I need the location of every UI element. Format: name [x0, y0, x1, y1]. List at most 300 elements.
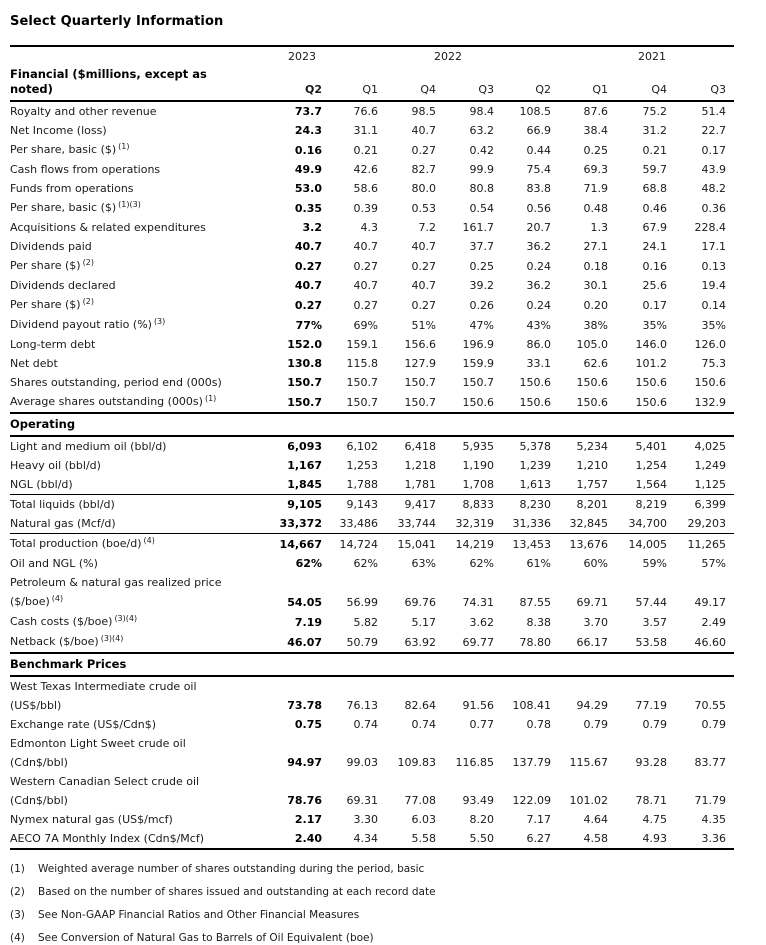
value-cell: 130.8: [287, 357, 322, 370]
value-cell: 63.92: [404, 636, 436, 649]
footnote-reference: (3)(4): [100, 634, 124, 643]
value-cell: 5.82: [353, 616, 378, 629]
quarter-header-q4-2022: Q4: [378, 67, 436, 101]
value-cell: 82.64: [404, 699, 436, 712]
value-cell: 115.8: [346, 357, 378, 370]
value-cell: 0.17: [642, 299, 667, 312]
value-cell: 5.58: [411, 832, 436, 845]
value-cell: 5,378: [519, 440, 551, 453]
quarter-header-q3-2022: Q3: [436, 67, 494, 101]
table-row-aeco-7a-monthly-index-cdn-mcf: [10, 829, 734, 849]
year-label-2023: 2023: [288, 50, 316, 63]
value-cell: 1,249: [694, 459, 726, 472]
value-cell: 57.44: [635, 596, 667, 609]
value-cell: 75.4: [526, 163, 551, 176]
value-cell: 0.79: [642, 718, 667, 731]
row-label: Net Income (loss): [10, 124, 107, 137]
value-cell: 150.6: [462, 396, 494, 409]
value-cell: 35%: [642, 319, 667, 332]
value-cell: 71.79: [694, 794, 726, 807]
footnote-2: [10, 886, 756, 899]
table-row-average-shares-outstanding-000s: [10, 392, 734, 413]
table-row-netback-boe: [10, 632, 734, 653]
value-cell: 126.0: [694, 338, 726, 351]
value-cell: 35%: [701, 319, 726, 332]
value-cell: 0.53: [411, 202, 436, 215]
value-cell: 75.2: [642, 105, 667, 118]
table-body: [10, 101, 734, 849]
value-cell: 132.9: [694, 396, 726, 409]
value-cell: 33,486: [322, 514, 378, 534]
value-cell: 101.2: [635, 357, 667, 370]
footnote-reference: (2): [82, 258, 94, 267]
value-cell: 3.2: [302, 221, 322, 234]
value-cell: 66.17: [576, 636, 608, 649]
row-label: Shares outstanding, period end (000s): [10, 376, 222, 389]
value-cell: 33,744: [378, 514, 436, 534]
value-cell: 228.4: [694, 221, 726, 234]
value-cell: 33.1: [526, 357, 551, 370]
value-cell: 62.6: [583, 357, 608, 370]
value-cell: 0.24: [526, 260, 551, 273]
quarter-header-q1-2023: Q1: [322, 67, 378, 101]
section-row-operating: [10, 413, 734, 436]
table-row-western-canadian-select-crude-oil: [10, 772, 734, 810]
financial-section-header: [10, 67, 270, 101]
value-cell: 87.6: [583, 105, 608, 118]
value-cell: 30.1: [583, 279, 608, 292]
value-cell: 24.3: [294, 124, 322, 137]
value-cell: 77.19: [635, 699, 667, 712]
row-label: Average shares outstanding (000s) $^{(1)}$: [10, 394, 217, 408]
value-cell: 1,190: [462, 459, 494, 472]
value-cell: 36.2: [526, 240, 551, 253]
row-label: NGL (bbl/d): [10, 475, 270, 495]
value-cell: 2.40: [294, 832, 322, 845]
row-label: Dividends declared: [10, 279, 116, 292]
value-cell: 70.55: [694, 699, 726, 712]
value-cell: 34,700: [608, 514, 667, 534]
row-label: Heavy oil (bbl/d): [10, 459, 101, 472]
value-cell: 69.71: [576, 596, 608, 609]
value-cell: 4.64: [583, 813, 608, 826]
value-cell: 78.71: [635, 794, 667, 807]
value-cell: 40.7: [353, 240, 378, 253]
table-row-net-debt: [10, 354, 734, 373]
row-label: Acquisitions & related expenditures: [10, 221, 206, 234]
quarter-header-q4-2021: Q4: [608, 67, 667, 101]
value-cell: 4.3: [360, 221, 378, 234]
value-cell: 33,372: [270, 514, 322, 534]
value-cell: 6.03: [411, 813, 436, 826]
table-row-per-share-basic: [10, 140, 734, 160]
value-cell: 76.13: [346, 699, 378, 712]
value-cell: 0.26: [469, 299, 494, 312]
value-cell: 0.77: [469, 718, 494, 731]
value-cell: 1,788: [322, 475, 378, 495]
value-cell: 77.08: [404, 794, 436, 807]
value-cell: 69.31: [346, 794, 378, 807]
value-cell: 40.7: [294, 279, 322, 292]
value-cell: 62%: [295, 557, 322, 570]
value-cell: 0.27: [411, 299, 436, 312]
value-cell: 69.77: [462, 636, 494, 649]
value-cell: 57%: [701, 557, 726, 570]
year-header-row: [10, 46, 734, 67]
row-label: Per share ($) $^{(2)}$: [10, 258, 94, 272]
value-cell: 75.3: [701, 357, 726, 370]
value-cell: 56.99: [346, 596, 378, 609]
value-cell: 99.03: [346, 756, 378, 769]
value-cell: 3.70: [583, 616, 608, 629]
value-cell: 82.7: [411, 163, 436, 176]
value-cell: 77%: [295, 319, 322, 332]
section-row-benchmark-prices: [10, 653, 734, 676]
value-cell: 31.1: [353, 124, 378, 137]
value-cell: 59%: [642, 557, 667, 570]
value-cell: 83.77: [694, 756, 726, 769]
value-cell: 69.76: [404, 596, 436, 609]
value-cell: 0.74: [353, 718, 378, 731]
value-cell: 13,676: [569, 538, 608, 551]
table-header: [10, 46, 734, 101]
value-cell: 115.67: [569, 756, 608, 769]
table-row-shares-outstanding-period-end-000s: [10, 373, 734, 392]
footnote-reference: (1)(3): [118, 200, 141, 209]
value-cell: 98.4: [469, 105, 494, 118]
value-cell: 6,093: [287, 440, 322, 453]
value-cell: 1,845: [270, 475, 322, 495]
value-cell: 150.6: [519, 376, 551, 389]
table-row-cash-flows-from-operations: [10, 160, 734, 179]
value-cell: 4.34: [353, 832, 378, 845]
value-cell: 3.57: [642, 616, 667, 629]
value-cell: 91.56: [462, 699, 494, 712]
table-row-natural-gas-mcf-d: [10, 514, 734, 534]
value-cell: 15,041: [397, 538, 436, 551]
value-cell: 7.19: [294, 616, 322, 629]
value-cell: 6,418: [404, 440, 436, 453]
row-label: Royalty and other revenue: [10, 105, 157, 118]
value-cell: 4.93: [642, 832, 667, 845]
value-cell: 6.27: [526, 832, 551, 845]
value-cell: 22.7: [701, 124, 726, 137]
value-cell: 37.7: [469, 240, 494, 253]
value-cell: 137.79: [512, 756, 551, 769]
value-cell: 8.20: [469, 813, 494, 826]
value-cell: 0.27: [294, 260, 322, 273]
quarterly-information-table: [10, 45, 734, 850]
value-cell: 1,167: [287, 459, 322, 472]
table-row-total-production-boe-d: [10, 534, 734, 555]
financial-header-line1: Financial ($millions, except as: [10, 67, 207, 81]
year-label-2022: 2022: [434, 50, 462, 63]
footnote-3-marker: (3): [10, 909, 25, 921]
value-cell: 6,102: [346, 440, 378, 453]
value-cell: 1,613: [494, 475, 551, 495]
value-cell: 61%: [526, 557, 551, 570]
value-cell: 7.17: [526, 813, 551, 826]
value-cell: 40.7: [353, 279, 378, 292]
table-row-net-income-loss: [10, 121, 734, 140]
table-row-total-liquids-bbl-d: [10, 495, 734, 515]
row-label: Cash flows from operations: [10, 163, 161, 176]
value-cell: 4.58: [583, 832, 608, 845]
value-cell: 93.28: [635, 756, 667, 769]
value-cell: 0.27: [411, 144, 436, 157]
row-label: Exchange rate (US$/Cdn$): [10, 718, 157, 731]
table-row-funds-from-operations: [10, 179, 734, 198]
value-cell: 1,125: [667, 475, 734, 495]
value-cell: 150.7: [462, 376, 494, 389]
row-label: Cash costs ($/boe) $^{(3)(4)}$: [10, 614, 138, 628]
value-cell: 0.44: [526, 144, 551, 157]
value-cell: 1,708: [436, 475, 494, 495]
table-row-heavy-oil-bbl-d: [10, 456, 734, 475]
value-cell: 5.17: [411, 616, 436, 629]
value-cell: 20.7: [526, 221, 551, 234]
value-cell: 40.7: [411, 240, 436, 253]
value-cell: 68.8: [642, 182, 667, 195]
value-cell: 14,667: [279, 538, 322, 551]
year-label-2021: 2021: [638, 50, 666, 63]
value-cell: 5,234: [576, 440, 608, 453]
value-cell: 42.6: [353, 163, 378, 176]
value-cell: 0.36: [701, 202, 726, 215]
value-cell: 150.6: [519, 396, 551, 409]
value-cell: 109.83: [397, 756, 436, 769]
row-label: Edmonton Light Sweet crude oil (Cdn$/bbl): [10, 737, 186, 769]
footnote-reference: (3)(4): [114, 614, 138, 623]
value-cell: 2.17: [294, 813, 322, 826]
value-cell: 1,757: [551, 475, 608, 495]
value-cell: 0.35: [294, 202, 322, 215]
table-row-dividends-paid: [10, 237, 734, 256]
table-row-per-share-basic: [10, 198, 734, 218]
value-cell: 150.6: [576, 396, 608, 409]
value-cell: 63.2: [469, 124, 494, 137]
value-cell: 0.17: [701, 144, 726, 157]
value-cell: 105.0: [576, 338, 608, 351]
value-cell: 0.54: [469, 202, 494, 215]
value-cell: 8,219: [635, 498, 667, 511]
value-cell: 0.16: [642, 260, 667, 273]
value-cell: 32,845: [551, 514, 608, 534]
value-cell: 8.38: [526, 616, 551, 629]
value-cell: 17.1: [701, 240, 726, 253]
value-cell: 0.16: [294, 144, 322, 157]
value-cell: 43.9: [701, 163, 726, 176]
value-cell: 76.6: [353, 105, 378, 118]
value-cell: 1,218: [404, 459, 436, 472]
value-cell: 54.05: [287, 596, 322, 609]
quarter-header-q2-2022: Q2: [494, 67, 551, 101]
value-cell: 46.07: [287, 636, 322, 649]
value-cell: 0.79: [583, 718, 608, 731]
value-cell: 0.20: [583, 299, 608, 312]
year-header-wrap: [10, 47, 734, 67]
value-cell: 69%: [353, 319, 378, 332]
table-row-light-and-medium-oil-bbl-d: [10, 436, 734, 456]
row-label: Total liquids (bbl/d): [10, 498, 115, 511]
value-cell: 4,025: [694, 440, 726, 453]
value-cell: 1,781: [378, 475, 436, 495]
value-cell: 67.9: [642, 221, 667, 234]
value-cell: 0.42: [469, 144, 494, 157]
value-cell: 156.6: [404, 338, 436, 351]
value-cell: 122.09: [512, 794, 551, 807]
value-cell: 0.21: [642, 144, 667, 157]
row-label: Net debt: [10, 357, 58, 370]
value-cell: 1,239: [519, 459, 551, 472]
table-row-dividends-declared: [10, 276, 734, 295]
value-cell: 4.75: [642, 813, 667, 826]
value-cell: 0.27: [353, 260, 378, 273]
value-cell: 150.6: [576, 376, 608, 389]
row-label: Per share ($) $^{(2)}$: [10, 297, 94, 311]
value-cell: 196.9: [462, 338, 494, 351]
value-cell: 59.7: [642, 163, 667, 176]
value-cell: 1,564: [608, 475, 667, 495]
value-cell: 146.0: [635, 338, 667, 351]
value-cell: 150.7: [346, 376, 378, 389]
footnote-4: [10, 932, 756, 945]
footnote-4-marker: (4): [10, 932, 25, 944]
row-label: Funds from operations: [10, 182, 134, 195]
value-cell: 14,005: [628, 538, 667, 551]
row-label: Light and medium oil (bbl/d): [10, 440, 167, 453]
value-cell: 78.76: [287, 794, 322, 807]
value-cell: 60%: [583, 557, 608, 570]
value-cell: 5,935: [462, 440, 494, 453]
value-cell: 36.2: [526, 279, 551, 292]
footnote-1-text: Weighted average number of shares outstanding during the period, basic: [38, 863, 425, 875]
footnote-2-text: Based on the number of shares issued and outstanding at each record date: [38, 886, 436, 898]
value-cell: 38%: [583, 319, 608, 332]
value-cell: 159.1: [346, 338, 378, 351]
value-cell: 116.85: [455, 756, 494, 769]
value-cell: 49.9: [294, 163, 322, 176]
value-cell: 98.5: [411, 105, 436, 118]
value-cell: 51%: [411, 319, 436, 332]
row-label: Netback ($/boe) $^{(3)(4)}$: [10, 634, 124, 648]
value-cell: 150.7: [346, 396, 378, 409]
row-label: Western Canadian Select crude oil (Cdn$/bbl): [10, 775, 200, 807]
value-cell: 1,210: [576, 459, 608, 472]
row-label: Nymex natural gas (US$/mcf): [10, 813, 173, 826]
value-cell: 66.9: [526, 124, 551, 137]
table-row-nymex-natural-gas-us-mcf: [10, 810, 734, 829]
value-cell: 101.02: [569, 794, 608, 807]
value-cell: 9,105: [287, 498, 322, 511]
footnote-reference: (4): [51, 594, 64, 603]
footnote-1-marker: (1): [10, 863, 25, 875]
value-cell: 0.21: [353, 144, 378, 157]
table-row-dividend-payout-ratio: [10, 315, 734, 335]
table-row-ngl-bbl-d: [10, 475, 734, 495]
table-row-per-share: [10, 256, 734, 276]
value-cell: 50.79: [346, 636, 378, 649]
value-cell: 5.50: [469, 832, 494, 845]
value-cell: 0.27: [353, 299, 378, 312]
value-cell: 108.5: [519, 105, 551, 118]
value-cell: 159.9: [462, 357, 494, 370]
value-cell: 14,219: [455, 538, 494, 551]
value-cell: 51.4: [701, 105, 726, 118]
value-cell: 0.14: [701, 299, 726, 312]
value-cell: 5,401: [635, 440, 667, 453]
value-cell: 0.13: [701, 260, 726, 273]
value-cell: 0.27: [411, 260, 436, 273]
footnote-reference: (1): [118, 142, 130, 151]
value-cell: 0.27: [294, 299, 322, 312]
value-cell: 86.0: [526, 338, 551, 351]
value-cell: 1.3: [590, 221, 608, 234]
footnote-reference: (2): [82, 297, 94, 306]
page-title: Select Quarterly Information: [10, 14, 224, 29]
value-cell: 53.0: [294, 182, 322, 195]
table-row-cash-costs-boe: [10, 612, 734, 632]
row-label: Total production (boe/d) $^{(4)}$: [10, 536, 155, 550]
value-cell: 3.62: [469, 616, 494, 629]
value-cell: 25.6: [642, 279, 667, 292]
quarter-header-row: [10, 67, 734, 101]
table-row-petroleum-natural-gas-realized-price: [10, 573, 734, 612]
value-cell: 1,254: [635, 459, 667, 472]
value-cell: 29,203: [667, 514, 734, 534]
value-cell: 40.7: [411, 279, 436, 292]
value-cell: 108.41: [512, 699, 551, 712]
value-cell: 0.75: [294, 718, 322, 731]
value-cell: 40.7: [294, 240, 322, 253]
row-label: Long-term debt: [10, 338, 96, 351]
value-cell: 8,833: [462, 498, 494, 511]
value-cell: 1,253: [346, 459, 378, 472]
row-label: AECO 7A Monthly Index (Cdn$/Mcf): [10, 832, 204, 845]
value-cell: 47%: [469, 319, 494, 332]
value-cell: 0.79: [701, 718, 726, 731]
value-cell: 58.6: [353, 182, 378, 195]
value-cell: 80.0: [411, 182, 436, 195]
footnote-reference: (3): [153, 317, 166, 326]
value-cell: 80.8: [469, 182, 494, 195]
value-cell: 3.36: [701, 832, 726, 845]
value-cell: 150.7: [287, 376, 322, 389]
value-cell: 152.0: [287, 338, 322, 351]
value-cell: 63%: [411, 557, 436, 570]
value-cell: 0.48: [583, 202, 608, 215]
value-cell: 38.4: [583, 124, 608, 137]
value-cell: 6,399: [694, 498, 726, 511]
value-cell: 46.60: [694, 636, 726, 649]
footnote-1: [10, 863, 756, 876]
quarter-header-q1-2022: Q1: [551, 67, 608, 101]
table-row-exchange-rate-us-cdn: [10, 715, 734, 734]
value-cell: 87.55: [519, 596, 551, 609]
value-cell: 32,319: [436, 514, 494, 534]
value-cell: 0.24: [526, 299, 551, 312]
row-label: Oil and NGL (%): [10, 557, 98, 570]
value-cell: 31,336: [494, 514, 551, 534]
row-label: Per share, basic ($) $^{(1)}$: [10, 142, 130, 156]
quarter-header-q2-2023: Q2: [270, 67, 322, 101]
table-row-royalty-and-other-revenue: [10, 101, 734, 121]
value-cell: 161.7: [462, 221, 494, 234]
value-cell: 0.74: [411, 718, 436, 731]
value-cell: 74.31: [462, 596, 494, 609]
table-row-per-share: [10, 295, 734, 315]
value-cell: 0.25: [583, 144, 608, 157]
